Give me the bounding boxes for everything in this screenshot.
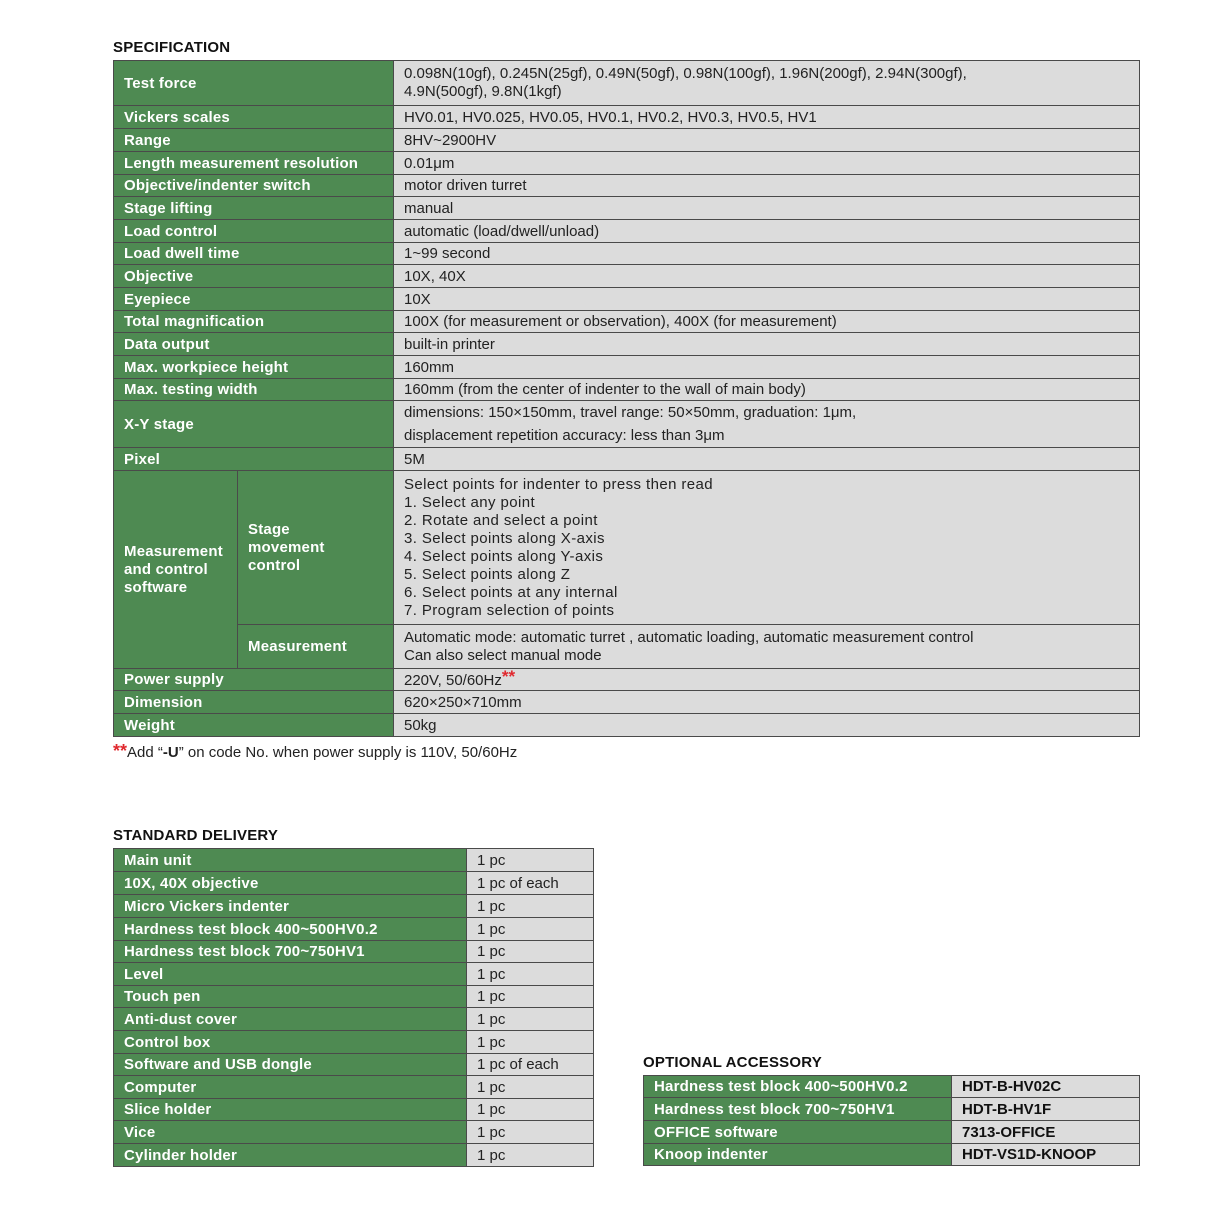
- spec-label: Data output: [114, 333, 394, 356]
- accessory-code: HDT-B-HV1F: [952, 1098, 1140, 1121]
- table-row: [114, 1076, 594, 1099]
- spec-value: 0.01μm: [394, 152, 1140, 175]
- delivery-qty: 1 pc: [467, 849, 594, 872]
- spec-label: Objective: [114, 265, 394, 288]
- spec-row: [114, 129, 1140, 152]
- table-row: [114, 1121, 594, 1144]
- spec-row: [114, 379, 1140, 401]
- spec-value: HV0.01, HV0.025, HV0.05, HV0.1, HV0.2, HV0.3, HV0.5, HV1: [394, 106, 1140, 129]
- stage-movement-value: Select points for indenter to press then read 1. Select any point 2. Rotate and select a point 3. Select points along X-axis 4. Select points along Y-axis 5. Select points along Z 6. Select points at any internal 7. Program selection of points: [394, 471, 1140, 625]
- spec-value: 1~99 second: [394, 243, 1140, 265]
- table-row: [644, 1076, 1140, 1098]
- spec-label: Power supply: [114, 669, 394, 691]
- spec-row: [114, 106, 1140, 129]
- table-row: [114, 963, 594, 986]
- delivery-qty: 1 pc of each: [467, 872, 594, 895]
- spec-row: [114, 265, 1140, 288]
- delivery-item: Control box: [114, 1031, 467, 1054]
- spec-label: Load dwell time: [114, 243, 394, 265]
- table-row: [114, 872, 594, 895]
- spec-label: Max. workpiece height: [114, 356, 394, 379]
- table-row: [114, 1099, 594, 1121]
- accessory-code: 7313-OFFICE: [952, 1121, 1140, 1144]
- spec-row: [114, 691, 1140, 714]
- spec-table: [113, 60, 1140, 737]
- table-row: [114, 941, 594, 963]
- spec-value: 5M: [394, 448, 1140, 471]
- table-row: [644, 1121, 1140, 1144]
- accessory-item: Hardness test block 400~500HV0.2: [644, 1076, 952, 1098]
- spec-value: 100X (for measurement or observation), 400X (for measurement): [394, 311, 1140, 333]
- delivery-item: Main unit: [114, 849, 467, 872]
- spec-value: 160mm (from the center of indenter to the wall of main body): [394, 379, 1140, 401]
- delivery-item: 10X, 40X objective: [114, 872, 467, 895]
- spec-row: [114, 401, 1140, 448]
- measurement-value: Automatic mode: automatic turret , automatic loading, automatic measurement control Can also select manual mode: [394, 625, 1140, 669]
- spec-value: built-in printer: [394, 333, 1140, 356]
- delivery-item: Hardness test block 700~750HV1: [114, 941, 467, 963]
- spec-label: Test force: [114, 61, 394, 106]
- accessory-code: HDT-B-HV02C: [952, 1076, 1140, 1098]
- optional-heading: OPTIONAL ACCESSORY: [643, 1054, 822, 1071]
- spec-label: Vickers scales: [114, 106, 394, 129]
- delivery-item: Hardness test block 400~500HV0.2: [114, 918, 467, 941]
- spec-row: [114, 61, 1140, 106]
- note-marker: **: [113, 741, 128, 761]
- table-row: [114, 1008, 594, 1031]
- spec-value: 160mm: [394, 356, 1140, 379]
- spec-label: Eyepiece: [114, 288, 394, 311]
- stage-movement-label: Stage movement control: [238, 471, 394, 625]
- table-row: [114, 1031, 594, 1054]
- delivery-qty: 1 pc: [467, 1008, 594, 1031]
- spec-label: Stage lifting: [114, 197, 394, 220]
- delivery-item: Anti-dust cover: [114, 1008, 467, 1031]
- spec-label: Load control: [114, 220, 394, 243]
- spec-value: 50kg: [394, 714, 1140, 737]
- spec-row: [114, 356, 1140, 379]
- table-row: [644, 1098, 1140, 1121]
- delivery-item: Slice holder: [114, 1099, 467, 1121]
- spec-row: [114, 625, 1140, 669]
- accessory-item: Hardness test block 700~750HV1: [644, 1098, 952, 1121]
- note-marker: **: [501, 666, 516, 686]
- accessory-item: OFFICE software: [644, 1121, 952, 1144]
- spec-row: [114, 243, 1140, 265]
- table-row: [114, 1144, 594, 1167]
- table-row: [114, 1054, 594, 1076]
- spec-label: Range: [114, 129, 394, 152]
- measurement-label: Measurement: [238, 625, 394, 669]
- delivery-qty: 1 pc of each: [467, 1054, 594, 1076]
- table-row: [114, 986, 594, 1008]
- spec-value: 620×250×710mm: [394, 691, 1140, 714]
- delivery-item: Computer: [114, 1076, 467, 1099]
- table-row: [114, 918, 594, 941]
- spec-value: motor driven turret: [394, 175, 1140, 197]
- spec-label: Objective/indenter switch: [114, 175, 394, 197]
- spec-label: Length measurement resolution: [114, 152, 394, 175]
- delivery-qty: 1 pc: [467, 1031, 594, 1054]
- spec-row: [114, 152, 1140, 175]
- spec-row: [114, 311, 1140, 333]
- spec-row: [114, 669, 1140, 691]
- spec-row: [114, 220, 1140, 243]
- spec-label: Weight: [114, 714, 394, 737]
- spec-row: [114, 175, 1140, 197]
- spec-value: manual: [394, 197, 1140, 220]
- delivery-qty: 1 pc: [467, 918, 594, 941]
- delivery-qty: 1 pc: [467, 986, 594, 1008]
- delivery-item: Micro Vickers indenter: [114, 895, 467, 918]
- delivery-item: Vice: [114, 1121, 467, 1144]
- delivery-item: Touch pen: [114, 986, 467, 1008]
- spec-row: [114, 448, 1140, 471]
- delivery-qty: 1 pc: [467, 1076, 594, 1099]
- spec-row: [114, 471, 1140, 625]
- spec-value: 10X: [394, 288, 1140, 311]
- footnote: **Add “-U” on code No. when power supply is 110V, 50/60Hz: [113, 741, 518, 761]
- table-row: [644, 1144, 1140, 1166]
- table-row: [114, 849, 594, 872]
- spec-value: dimensions: 150×150mm, travel range: 50×50mm, graduation: 1μm, displacement repetition accuracy: less than 3μm: [394, 401, 1140, 448]
- accessory-item: Knoop indenter: [644, 1144, 952, 1166]
- spec-value: automatic (load/dwell/unload): [394, 220, 1140, 243]
- spec-label: X-Y stage: [114, 401, 394, 448]
- software-label: Measurement and control software: [114, 471, 238, 669]
- delivery-qty: 1 pc: [467, 1099, 594, 1121]
- delivery-item: Software and USB dongle: [114, 1054, 467, 1076]
- spec-label: Max. testing width: [114, 379, 394, 401]
- delivery-item: Cylinder holder: [114, 1144, 467, 1167]
- spec-row: [114, 714, 1140, 737]
- spec-row: [114, 288, 1140, 311]
- spec-row: [114, 333, 1140, 356]
- delivery-qty: 1 pc: [467, 1121, 594, 1144]
- delivery-table: [113, 848, 594, 1167]
- delivery-qty: 1 pc: [467, 941, 594, 963]
- accessory-code: HDT-VS1D-KNOOP: [952, 1144, 1140, 1166]
- delivery-qty: 1 pc: [467, 895, 594, 918]
- spec-label: Dimension: [114, 691, 394, 714]
- delivery-heading: STANDARD DELIVERY: [113, 827, 279, 844]
- spec-value: 10X, 40X: [394, 265, 1140, 288]
- delivery-item: Level: [114, 963, 467, 986]
- spec-value: 0.098N(10gf), 0.245N(25gf), 0.49N(50gf), 0.98N(100gf), 1.96N(200gf), 2.94N(300gf), 4.9N(500gf), 9.8N(1kgf): [394, 61, 1140, 106]
- spec-value: 220V, 50/60Hz**: [394, 669, 1140, 691]
- optional-table: [643, 1075, 1140, 1166]
- spec-value: 8HV~2900HV: [394, 129, 1140, 152]
- spec-row: [114, 197, 1140, 220]
- delivery-qty: 1 pc: [467, 1144, 594, 1167]
- spec-label: Total magnification: [114, 311, 394, 333]
- delivery-qty: 1 pc: [467, 963, 594, 986]
- spec-heading: SPECIFICATION: [113, 39, 231, 56]
- table-row: [114, 895, 594, 918]
- spec-label: Pixel: [114, 448, 394, 471]
